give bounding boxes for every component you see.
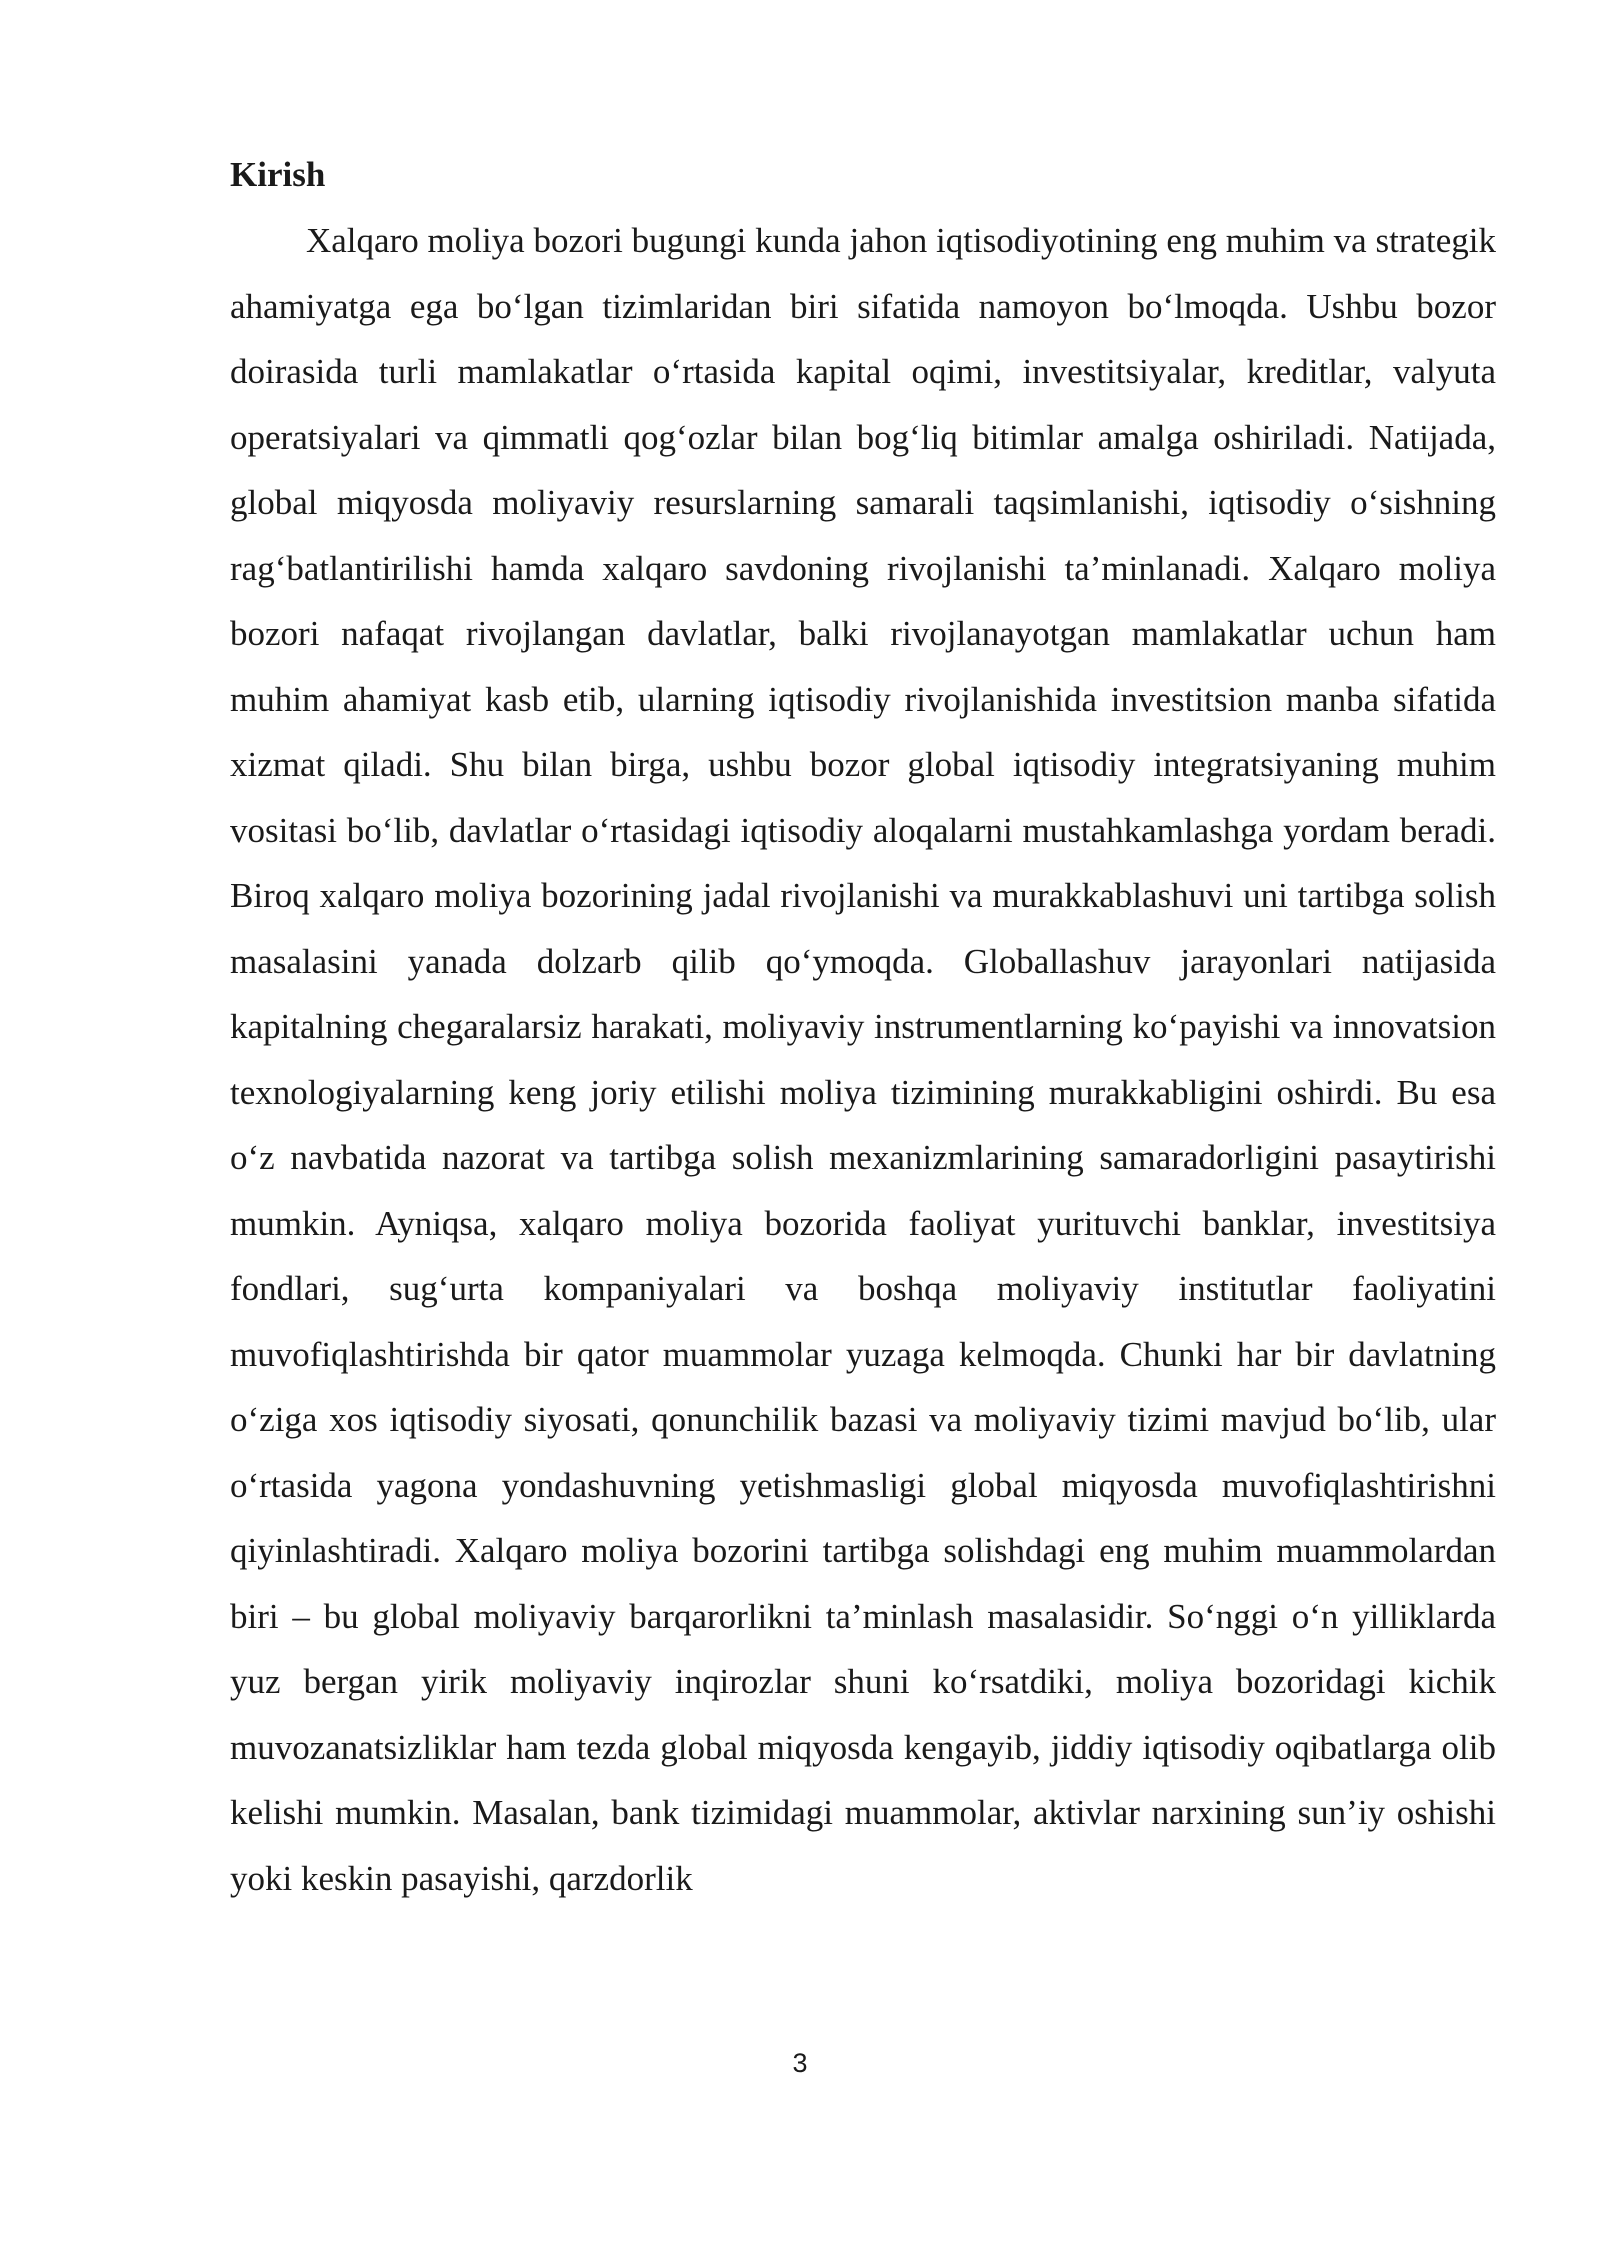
body-paragraph: Xalqaro moliya bozori bugungi kunda jahon iqtisodiyotining eng muhim va strategik ahamiyatga ega bo‘lgan tizimlaridan biri sifatida namoyon bo‘lmoqda. Ushbu bozor doirasida turli mamlakatlar o‘rtasida kapital oqimi, investitsiyalar, kreditlar, valyuta operatsiyalari va qimmatli qog‘ozlar bilan bog‘liq bitimlar amalga oshiriladi. Natijada, global miqyosda moliyaviy resurslarning samarali taqsimlanishi, iqtisodiy o‘sishning rag‘batlantirilishi hamda xalqaro savdoning rivojlanishi ta’minlanadi. Xalqaro moliya bozori nafaqat rivojlangan davlatlar, balki rivojlanayotgan mamlakatlar uchun ham muhim ahamiyat kasb etib, ularning iqtisodiy rivojlanishida investitsion manba sifatida xizmat qiladi. Shu bilan birga, ushbu bozor global iqtisodiy integratsiyaning muhim vositasi bo‘lib, davlatlar o‘rtasidagi iqtisodiy aloqalarni mustahkamlashga yordam beradi. Biroq xalqaro moliya bozorining jadal rivojlanishi va murakkablashuvi uni tartibga solish masalasini yanada dolzarb qilib qo‘ymoqda. Globallashuv jarayonlari natijasida kapitalning chegaralarsiz harakati, moliyaviy instrumentlarning ko‘payishi va innovatsion texnologiyalarning keng joriy etilishi moliya tizimining murakkabligini oshirdi. Bu esa o‘z navbatida nazorat va tartibga solish mexanizmlarining samaradorligini pasaytirishi mumkin. Ayniqsa, xalqaro moliya bozorida faoliyat yurituvchi banklar, investitsiya fondlari, sug‘urta kompaniyalari va boshqa moliyaviy institutlar faoliyatini muvofiqlashtirishda bir qator muammolar yuzaga kelmoqda. Chunki har bir davlatning o‘ziga xos iqtisodiy siyosati, qonunchilik bazasi va moliyaviy tizimi mavjud bo‘lib, ular o‘rtasida yagona yondashuvning yetishmasligi global miqyosda muvofiqlashtirishni qiyinlashtiradi. Xalqaro moliya bozorini tartibga solishdagi eng muhim muammolardan biri – bu global moliyaviy barqarorlikni ta’minlash masalasidir. So‘nggi o‘n yilliklarda yuz bergan yirik moliyaviy inqirozlar shuni ko‘rsatdiki, moliya bozoridagi kichik muvozanatsizliklar ham tezda global miqyosda kengayib, jiddiy iqtisodiy oqibatlarga olib kelishi mumkin. Masalan, bank tizimidagi muammolar, aktivlar narxining sun’iy oshishi yoki keskin pasayishi, qarzdorlik <box>230 221 1496 1898</box>
section-heading: Kirish <box>230 155 326 194</box>
page-content <box>230 150 1496 1911</box>
page-number: 3 <box>792 2048 808 2078</box>
